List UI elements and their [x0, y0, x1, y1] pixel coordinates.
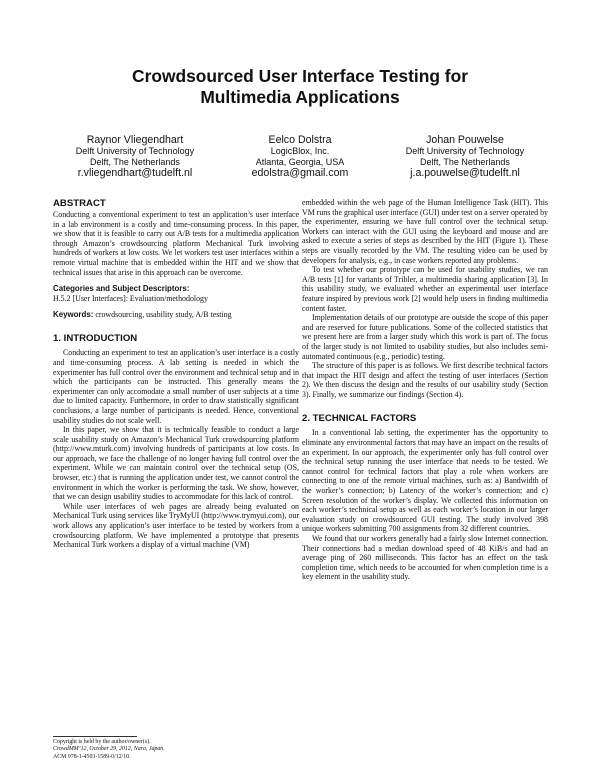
author-location: Delft, The Netherlands [420, 156, 510, 167]
section2-paragraph-1: In a conventional lab setting, the experimenter has the opportunity to eliminate any environmental factors that may have an impact on the results of an experiment. In our approach, the experimenter only has full control over the technical setup running the user interface that needs to be tested. We cannot control for technical factors that play a role when workers are connecting to one of the remote virtual machines, such as: a) Bandwidth of the worker’s connection; b) Latency of the worker’s connection; and c) Screen resolution of the worker’s display. We collected this information on each worker’s technical setup as well as each worker’s location in our larger evaluation study on crowdsourced GUI testing. The study involved 398 unique workers submitting 700 assignments from 32 different countries. [302, 428, 548, 534]
abstract-text: Conducting a conventional experiment to test an application’s user interface in a lab environment is a costly and time-consuming process. In this paper, we show that it is feasible to carry out A/B tests for a multimedia application through Amazon’s crowdsourcing platform Mechanical Turk involving hundreds of workers at low costs. We let workers test user interfaces within a remote virtual machine that is embedded within the HIT and we show that technical issues that arise in this approach can be overcome. [53, 210, 299, 277]
copyright-footnote [53, 739, 299, 761]
author-email: edolstra@gmail.com [251, 167, 349, 180]
author-email: r.vliegendhart@tudelft.nl [77, 167, 193, 180]
section1-heading: 1. INTRODUCTION [53, 333, 138, 345]
section1-paragraph-2: In this paper, we show that it is technically feasible to conduct a large scale usability study on Amazon’s Mechanical Turk crowdsourcing platform (http://www.mturk.com) involving hundreds of participants at low costs. In our approach, we face the challenge of no longer having full control over the experiment. While we can maintain control over the technical setup (OS, browser, etc.) that is running the application under test, we cannot control the environment in which the worker is performing the task. We show, however, that we can design usability studies to accommodate for this lack of control. [53, 425, 299, 502]
keywords-text: crowdsourcing, usability study, A/B testing [95, 309, 232, 319]
categories-text: H.5.2 [User Interfaces]: Evaluation/methodology [53, 294, 208, 304]
author-1 [40, 134, 230, 179]
section2-heading: 2. TECHNICAL FACTORS [302, 413, 417, 425]
author-location: Delft, The Netherlands [90, 156, 180, 167]
author-2 [220, 134, 380, 179]
section1-paragraph-3: While user interfaces of web pages are already being evaluated on Mechanical Turk using services like TryMyUI (http://www.trymyui.com), our work allows any application’s user interface to be tested by workers from a crowdsourcing platform. We have implemented a prototype that presents Mechanical Turk workers a display of a virtual machine (VM) [53, 501, 299, 550]
author-block [40, 134, 560, 184]
author-name: Eelco Dolstra [268, 134, 332, 146]
intro-paragraph-4: To test whether our prototype can be used for usability studies, we ran A/B tests [1] for variants of Tribler, a multimedia sharing application [3]. In this usability study, we evaluated whether an experimental user interface feature inspired by previous work [2] would help users in finding multimedia content faster. [302, 265, 548, 313]
author-location: Atlanta, Georgia, USA [255, 156, 345, 167]
title-line-1: Crowdsourced User Interface Testing for [132, 66, 468, 86]
author-org: Delft University of Technology [405, 146, 525, 156]
section2-paragraph-2: We found that our workers generally had a fairly slow Internet connection. Their connections had a median download speed of 48 KiB/s and had an average ping of 260 milliseconds. This factor has an effect on the task completion time, which needs to be accounted for when completion time is a key element in the usability study. [302, 534, 548, 582]
footnote-rule [53, 736, 137, 737]
intro-continued-paragraph: embedded within the web page of the Human Intelligence Task (HIT). This VM runs the graphical user interface (GUI) under test on a server operated by the experimenter, ensuring we have full control over the technical setup. Workers can interact with the GUI using the keyboard and mouse and are asked to execute a series of steps as described by the HIT (Figure 1). These steps are visually recorded by the VM. The resulting video can be used by developers for analysis, e.g., in case workers reported any problems. [302, 198, 548, 265]
author-name: Raynor Vliegendhart [86, 134, 184, 146]
keywords-label: Keywords: [53, 309, 94, 319]
intro-paragraph-6: The structure of this paper is as follows. We first describe technical factors that impact the HIT design and affect the testing of user interfaces (Section 2). We then discuss the design and the results of our usability study (Section 3). Finally, we summarize our findings (Section 4). [302, 361, 548, 399]
acm-isbn-line: ACM 978-1-4503-1589-0/12/10. [53, 753, 131, 760]
author-name: Johan Pouwelse [426, 134, 504, 146]
author-email: j.a.pouwelse@tudelft.nl [410, 167, 520, 180]
intro-paragraph-5: Implementation details of our prototype are outside the scope of this paper and are reserved for future publications. Some of the collected statistics that we present here are from a larger study which this work is part of. The focus of the larger study is not limited to usability studies, but also includes semi-automated continuous (e.g., periodic) testing. [302, 313, 548, 361]
left-column [53, 198, 299, 550]
categories-heading: Categories and Subject Descriptors: [53, 284, 190, 294]
author-org: LogicBlox, Inc. [270, 146, 330, 156]
conference-line: CrowdMM’12, October 29, 2012, Nara, Japan. [53, 746, 165, 753]
keywords-line [53, 310, 299, 320]
author-3 [370, 134, 560, 179]
copyright-line: Copyright is held by the author/owner(s). [53, 739, 151, 745]
title-line-2: Multimedia Applications [200, 87, 400, 107]
paper-title [40, 66, 560, 108]
section1-paragraph-1: Conducting an experiment to test an application’s user interface is a costly and time-consuming process. A lab setting is needed in which the experimenter has full control over the environment and technical setup and in which the participants can be instructed. This generally means the experimenter can only accomodate a small number of user subjects at a time due to limited capacity. Furthermore, in order to draw statistically significant conclusions, a large number of participants is needed. Hence, conventional usability studies do not scale well. [53, 348, 299, 425]
author-org: Delft University of Technology [75, 146, 195, 156]
right-column [302, 198, 548, 582]
abstract-heading: ABSTRACT [53, 198, 106, 209]
